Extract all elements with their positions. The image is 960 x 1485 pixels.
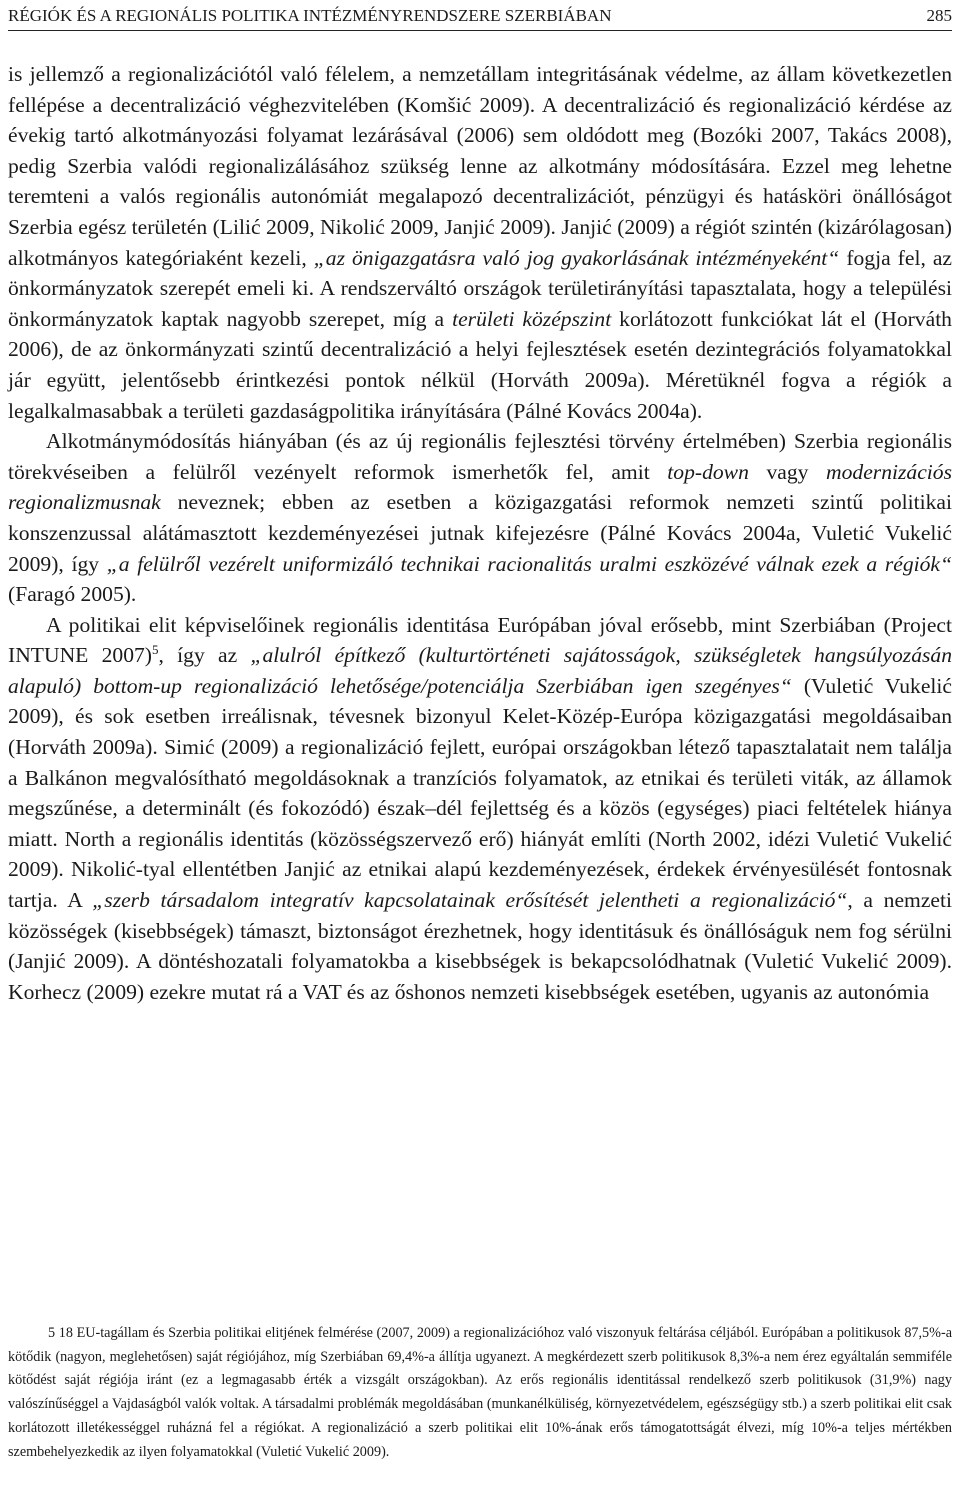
paragraph-2-text-1: Alkotmánymódosítás hiányában (és az új regionális fejlesztési törvény értelmében) Szerbia regionális törekvéseiben a felülről vezényelt reformok ismerhetők fel, amit xyxy=(8,429,952,484)
running-header xyxy=(8,4,952,31)
footnote xyxy=(8,1322,952,1464)
paragraph-2 xyxy=(8,426,952,610)
paragraph-1-italic-2: területi középszint xyxy=(452,306,612,331)
paragraph-3-text-2: , így az xyxy=(158,643,251,668)
paragraph-3-text-1: A politikai elit képviselőinek regionális identitása Európában jóval erősebb, mint Szerbiában (Project INTUNE 2007) xyxy=(8,612,952,668)
paragraph-1 xyxy=(8,59,952,426)
paragraph-3-italic-2: „szerb társadalom integratív kapcsolatainak erősítését jelentheti a regionalizáció“ xyxy=(92,888,848,913)
paragraph-1-italic-1: „az önigazgatásra való jog gyakorlásának intézményeként“ xyxy=(313,245,840,270)
footnote-text: 5 18 EU-tagállam és Szerbia politikai elitjének felmérése (2007, 2009) a regionalizációhoz való viszonyuk feltárása céljából. Európában a politikusok 87,5%-a kötődik (nagyon, meglehetősen) saját régiójához, míg Szerbiában 69,4%-a állítja ugyanezt. A megkérdezett szerb politikusok 8,3%-a nem érez egyáltalán semmiféle kötődést saját régiója iránt (ez a legmagasabb érték a vizsgált országokban). Az erős regionális identitással rendelkező szerb politikusok (31,9%) nagy valószínűséggel a Vajdaságból valók voltak. A társadalmi problémák megoldásában (munkanélküliség, környezetvédelem, egészségügy stb.) a szerb politikai elit csak korlátozott illetékességgel ruházná fel a régiókat. A regionalizáció a szerb politikai elit 10%-ának erős támogatottságát élvezi, míg 10%-a teljes mértékben szembehelyezkedik az ilyen folyamatokkal (Vuletić Vukelić 2009). xyxy=(8,1325,952,1460)
paragraph-3-italic-1: „alulról építkező (kulturtörténeti sajátosságok, szükségletek hangsúlyozásán alapuló) bottom-up regionalizáció lehetősége/potenciálja Szerbiában igen szegényes“ xyxy=(8,643,952,698)
paragraph-3 xyxy=(8,610,952,1008)
paragraph-2-italic-3: „a felülről vezérelt uniformizáló technikai racionalitás uralmi eszközévé válnak ezek a régiók“ xyxy=(106,551,953,576)
paragraph-2-italic-1: top-down xyxy=(667,459,749,484)
paragraph-1-text-1: is jellemző a regionalizációtól való félelem, a nemzetállam integritásának védelme, az állam következetlen fellépése a decentralizáció véghezvitelében (Komšić 2009). A decentralizáció és regionalizáció kérdése az évekig tartó alkotmányozási folyamat lezárásával (2006) sem oldódott meg (Bozóki 2007, Takács 2008), pedig Szerbia valódi regionalizálásához szükség lenne az alkotmány módosítására. Ezzel meg lehetne teremteni a valós regionális autonómiát megalapozó decentralizációt, pénzügyi és hatásköri önállóságot Szerbia egész területén (Lilić 2009, Nikolić 2009, Janjić 2009). Janjić (2009) a régiót szintén (kizárólagosan) alkotmányos kategóriaként kezeli, xyxy=(8,62,952,270)
paragraph-1-text-3: korlátozott funkciókat lát el (Horváth 2006), de az önkormányzati szintű decentralizáció a helyi fejlesztések esetén dezintegrációs folyamatokkal jár együtt, jelentősebb érintkezési pontok nélkül (Horváth 2009a). Méretüknél fogva a régiók a legalkalmasabbak a területi gazdaságpolitika irányítására (Pálné Kovács 2004a). xyxy=(8,306,952,423)
paragraph-2-text-3: neveznek; ebben az esetben a közigazgatási reformok nemzeti szintű politikai konszenzussal alátámasztott kezdeményezései jutnak kifejezésre (Pálné Kovács 2004a, Vuletić Vukelić 2009), így xyxy=(8,490,952,576)
footnote-reference[interactable]: 5 xyxy=(152,642,159,658)
paragraph-3-text-3: (Vuletić Vukelić 2009), és sok esetben irreálisnak, tévesnek bizonyul Kelet-Közép-Európa közigazgatási megoldásaiban (Horváth 2009a). Simić (2009) a regionalizáció fejlett, európai országokban létező tapasztalatait nem találja a Balkánon megvalósítható megoldásoknak a tranzíciós folyamatok, az etnikai és területi viták, az államok megszűnése, a determinált (és fokozódó) észak–dél fejlettség és a közös (egységes) piaci feltételek hiánya miatt. North a regionális identitás (közösségszervező erő) hiányát említi (North 2002, idézi Vuletić Vukelić 2009). Nikolić-tyal ellentétben Janjić az etnikai alapú kezdeményezések, érdekek érvényesülését fontosnak tartja. A xyxy=(8,673,952,913)
paragraph-3-text-4: , a nemzeti közösségek (kisebbségek) támaszt, biztonságot érezhetnek, hogy identitásuk és önállóságuk nem fog sérülni (Janjić 2009). A döntéshozatali folyamatokba a kisebbségek is bekapcsolódhatnak (Vuletić Vukelić 2009). Korhecz (2009) ezekre mutat rá a VAT és az őshonos nemzeti kisebbségek esetében, ugyanis az autonómia xyxy=(8,888,953,1004)
paragraph-2-italic-2: modernizációs regionalizmusnak xyxy=(8,459,952,515)
paragraph-2-text-4: (Faragó 2005). xyxy=(8,582,137,607)
running-title: RÉGIÓK ÉS A REGIONÁLIS POLITIKA INTÉZMÉNYRENDSZERE SZERBIÁBAN xyxy=(8,6,612,25)
main-text xyxy=(8,59,952,1007)
paragraph-2-text-2: vagy xyxy=(748,459,827,484)
page-number: 285 xyxy=(926,6,952,25)
paragraph-1-text-2: fogja fel, az önkormányzatok szerepét emeli ki. A rendszerváltó országok területirányítási tapasztalata, hogy a települési önkormányzatok kaptak nagyobb szerepet, míg a xyxy=(8,245,952,331)
